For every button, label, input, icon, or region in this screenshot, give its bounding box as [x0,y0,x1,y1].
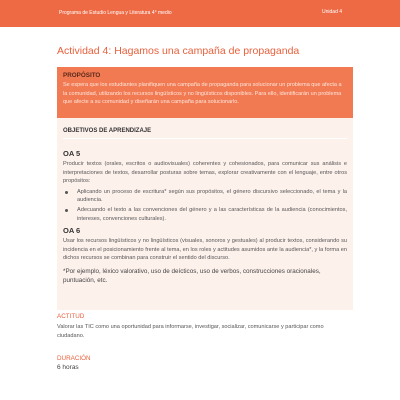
oa6-code: OA 6 [63,226,81,236]
program-title: Programa de Estudio Lengua y Literatura 4° medio [59,10,172,16]
bullet-text: Adecuando el texto a las convenciones del género y a las características de la audiencia (conocimientos, intereses, convenciones culturales). [77,206,347,222]
objectives-box [57,118,353,310]
header-bar [0,0,400,27]
oa5-bullet-list [63,188,347,223]
list-item [63,206,347,223]
oa5-code: OA 5 [63,149,81,158]
actitud-heading: ACTITUD [57,313,85,320]
bullet-icon [65,191,68,194]
oa6-text: Usar los recursos lingüísticos y no lingüísticos (visuales, sonoros y gestuales) al producir textos, considerando su incidencia en el posicionamiento frente al tema, en los roles y actitudes asumidos ante la audiencia*, y la forma en dichos recursos se combinan para construir el sentido del discurso. [63,238,347,262]
actitud-text: Valorar las TIC como una oportunidad para informarse, investigar, socializar, comunicarse y participar como ciudadano. [57,324,324,339]
unit-label: Unidad 4 [322,9,343,15]
proposito-box [57,67,353,118]
activity-title: Actividad 4: Hagamos una campaña de propaganda [57,45,300,57]
duracion-heading: DURACIÓN [57,355,91,362]
proposito-text: Se espera que los estudiantes planifiquen una campaña de propaganda para solucionar un problema que afecta a la comunidad, utilizando los recursos lingüísticos y no lingüísticos disponibles. Para ello, identificarán un problema que afecte a su comunidad y diseñarán una campaña para solucionarlo. [63,82,342,105]
oa5-text: Producir textos (orales, escritos o audiovisuales) coherentes y cohesionados, para comunicar sus análisis e interpretaciones de textos, desarrollar posturas sobre temas, explorar creativamente con el lenguaje, entre otros propósitos: [63,161,347,185]
bullet-icon [65,209,68,212]
oa6-note: *Por ejemplo, léxico valorativo, uso de deícticos, uso de verbos, construcciones oracionales, puntuación, etc. [63,267,321,285]
bullet-text: Aplicando un proceso de escritura* según sus propósitos, el género discursivo seleccionado, el tema y la audiencia. [77,188,347,204]
duracion-text: 6 horas [57,364,79,371]
list-item [63,188,347,205]
objectives-heading: OBJETIVOS DE APRENDIZAJE [63,127,347,139]
proposito-heading: PROPÓSITO [63,72,101,79]
